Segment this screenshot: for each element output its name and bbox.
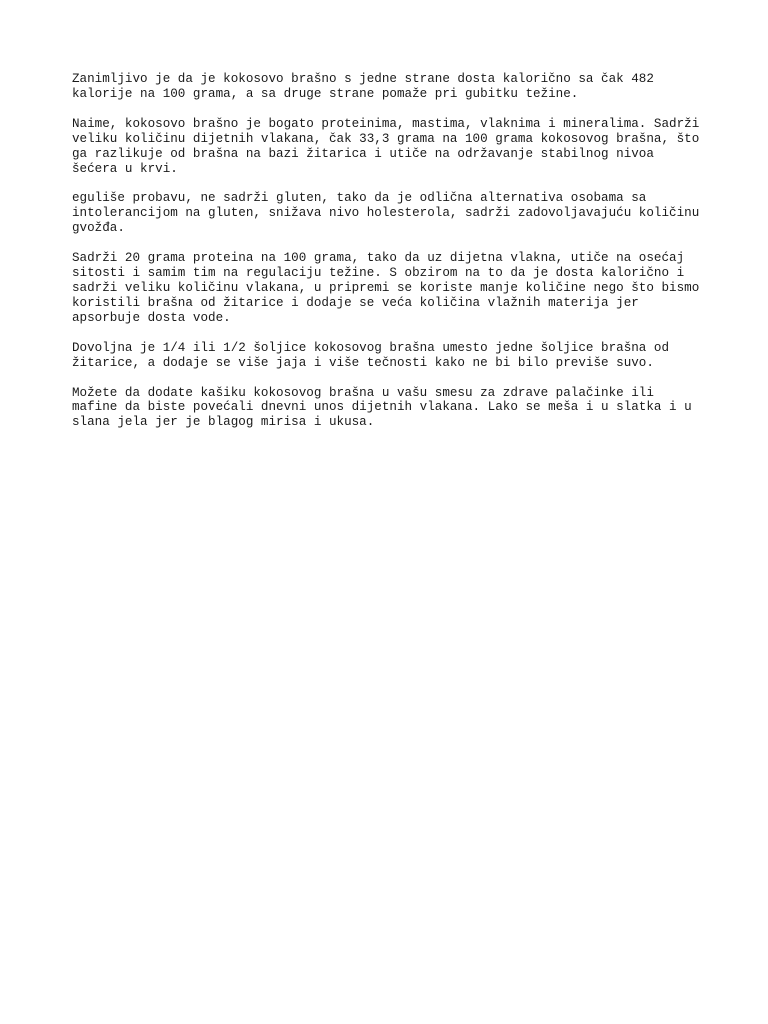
document-page [72, 72, 702, 445]
paragraph-nutrients: Naime, kokosovo brašno je bogato proteinima, mastima, vlaknima i mineralima. Sadrži veliku količinu dijetnih vlakana, čak 33,3 grama na 100 grama kokosovog brašna, što ga razlikuje od brašna na bazi žitarica i utiče na održavanje stabilnog nivoa šećera u krvi. [72, 116, 700, 176]
paragraph-digestion: eguliše probavu, ne sadrži gluten, tako da je odlična alternativa osobama sa intolerancijom na gluten, snižava nivo holesterola, sadrži zadovoljavajuću količinu gvožđa. [72, 191, 700, 236]
paragraph-protein: Sadrži 20 grama proteina na 100 grama, tako da uz dijetna vlakna, utiče na osećaj sitosti i samim tim na regulaciju težine. S obzirom na to da je dosta kalorično i sadrži veliku količinu vlakana, u pripremi se koriste manje količine nego što bismo koristili brašna od žitarice i dodaje se veća količina vlažnih materija jer apsorbuje dosta vode. [72, 251, 700, 325]
paragraph-substitution: Dovoljna je 1/4 ili 1/2 šoljice kokosovog brašna umesto jedne šoljice brašna od žitarice, a dodaje se više jaja i više tečnosti kako ne bi bilo previše suvo. [72, 340, 670, 370]
paragraph-calories: Zanimljivo je da je kokosovo brašno s jedne strane dosta kalorično sa čak 482 kalorije na 100 grama, a sa druge strane pomaže pri gubitku težine. [72, 72, 654, 101]
paragraph-usage: Možete da dodate kašiku kokosovog brašna u vašu smesu za zdrave palačinke ili mafine da biste povećali dnevni unos dijetnih vlakana. Lako se meša i u slatka i u slana jela jer je blagog mirisa i ukusa. [72, 385, 692, 430]
